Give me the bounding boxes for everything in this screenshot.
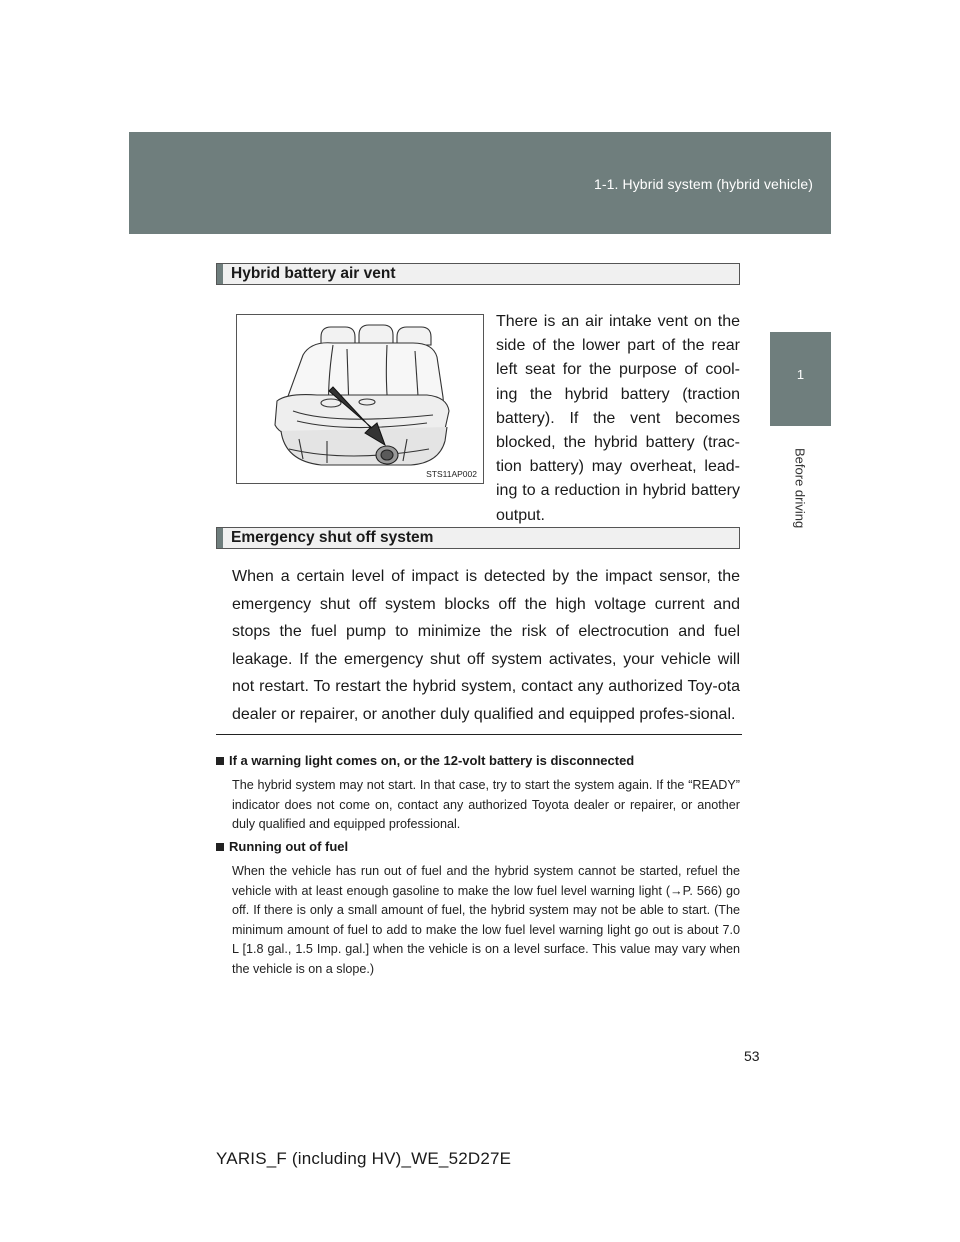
shutoff-section-heading: [216, 527, 740, 549]
square-bullet-icon: [216, 843, 224, 851]
header-band: [129, 132, 831, 234]
vent-section-heading: [216, 263, 740, 285]
shutoff-heading-text: Emergency shut off system: [231, 529, 434, 546]
chapter-tab: [770, 332, 831, 426]
rear-seat-illustration: [236, 314, 484, 484]
section-title: 1-1. Hybrid system (hybrid vehicle): [593, 176, 813, 192]
rear-seat-drawing: [237, 315, 483, 483]
vent-heading-text: Hybrid battery air vent: [231, 265, 396, 282]
note-title-text: If a warning light comes on, or the 12-volt battery is disconnected: [229, 753, 635, 768]
note-body-warning-light: The hybrid system may not start. In that case, try to start the system again. If the “READY” indicator does not come on, contact any authorized Toyota dealer or repairer, or another duly qualified and equipped professional.: [232, 778, 740, 832]
note-body-fuel: When the vehicle has run out of fuel and the hybrid system cannot be started, refuel the vehicle with at least enough gasoline to make the low fuel level warning light (→P. 566) go off. If there is only a small amount of fuel, the hybrid system may not be able to start. (The minimum amount of fuel to add to make the low fuel level warning light go out is about 7.0 L [1.8 gal., 1.5 Imp. gal.] when the vehicle is on a level surface. This value may vary when the vehicle is on a slope.): [232, 864, 740, 976]
note-title-text: Running out of fuel: [229, 839, 349, 854]
square-bullet-icon: [216, 757, 224, 765]
note-title-warning-light: [216, 753, 634, 768]
section-divider: [216, 734, 742, 735]
note-title-fuel: [216, 839, 348, 854]
page-number: 53: [744, 1048, 760, 1064]
shutoff-description: When a certain level of impact is detected by the impact sensor, the emergency shut off system blocks off the high voltage current and stops the fuel pump to minimize the risk of electrocution and fuel leakage. If the emergency shut off system activates, your vehicle will not restart. To restart the hybrid system, contact any authorized Toy-ota dealer or repairer, or another duly qualified and equipped profes-sional.: [232, 568, 740, 723]
chapter-label: [792, 448, 808, 548]
chapter-label-text: Before driving: [792, 448, 808, 529]
figure-code: STS11AP002: [426, 469, 477, 479]
vent-description: There is an air intake vent on the side of the lower part of the rear left seat for the purpose of cool-ing the hybrid battery (traction battery). If the vent becomes blocked, the hybrid battery (trac-tion battery) may overheat, lead-ing to a reduction in hybrid battery output.: [496, 313, 740, 524]
chapter-number: 1: [796, 367, 805, 382]
document-code: YARIS_F (including HV)_WE_52D27E: [216, 1149, 512, 1168]
